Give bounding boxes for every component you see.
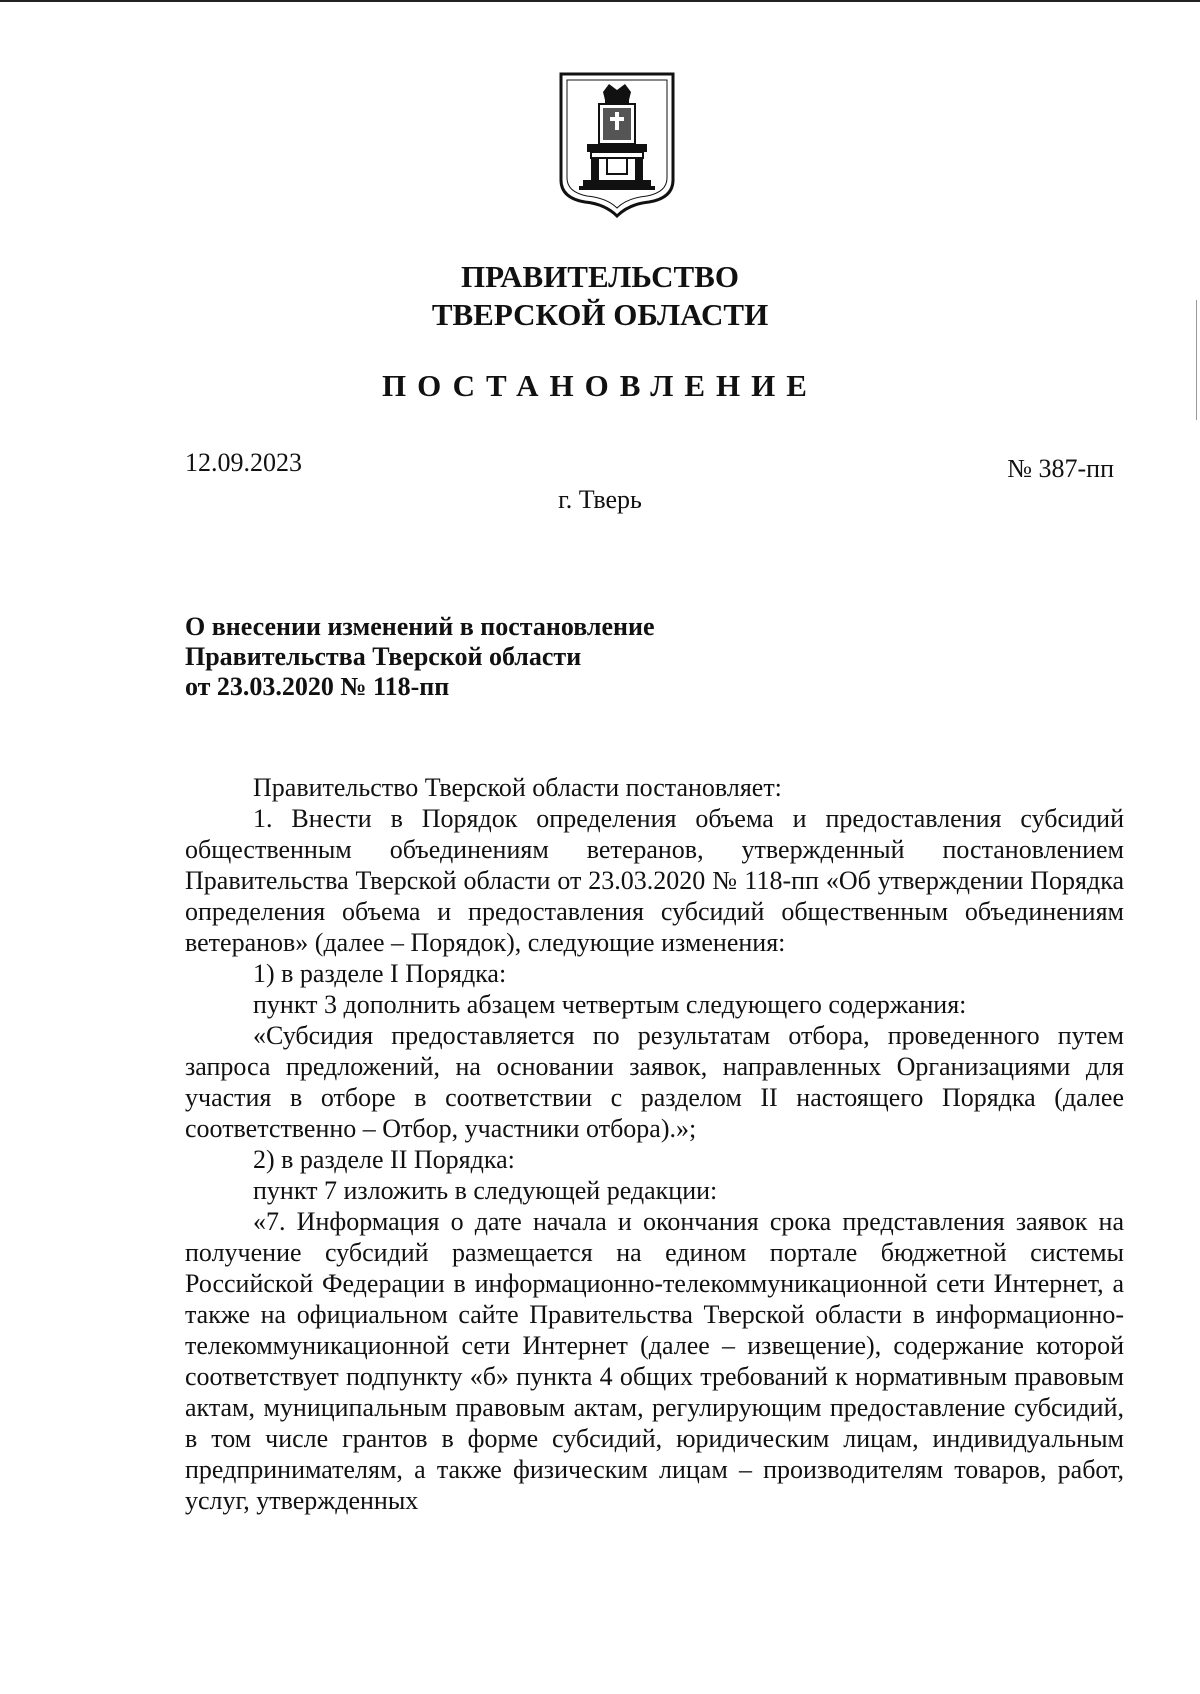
org-name-line1: ПРАВИТЕЛЬСТВО [461, 259, 739, 294]
subject-line1: О внесении изменений в постановление [185, 612, 655, 641]
document-number: № 387-пп [1007, 454, 1114, 483]
org-name-line2: ТВЕРСКОЙ ОБЛАСТИ [431, 297, 769, 332]
body-paragraph-clause-3: пункт 3 дополнить абзацем четвертым следующего содержания: [253, 990, 967, 1019]
body-paragraph-clause-7: пункт 7 изложить в следующей редакции: [253, 1176, 718, 1205]
body-paragraph-quote-2: «7. Информация о дате начала и окончания срока представления заявок на получение субсидий размещается на едином портале бюджетной системы Российской Федерации в информационно-телекоммуникационной сети Интернет, а также на официальном сайте Правительства Тверской области в информационно-телекоммуникационной сети Интернет (далее – извещение), содержание которой соответствует подпункту «б» пункта 4 общих требований к нормативным правовым актам, муниципальным правовым актам, регулирующим предоставление субсидий, в том числе грантов в форме субсидий, юридическим лицам, индивидуальным предпринимателям, а также физическим лицам – производителям товаров, работ, услуг, утвержденных [185, 1207, 1124, 1515]
body-paragraph-quote-1: «Субсидия предоставляется по результатам отбора, проведенного путем запроса предложений, на основании заявок, направленных Организациями для участия в отборе в соответствии с разделом II настоящего Порядка (далее соответственно – Отбор, участники отбора).»; [185, 1021, 1124, 1143]
document-type: ПОСТАНОВЛЕНИЕ [382, 368, 818, 403]
scan-top-edge [0, 0, 1200, 2]
subject-line3: от 23.03.2020 № 118-пп [185, 672, 450, 701]
document-subject [185, 612, 655, 702]
body-paragraph-preamble: Правительство Тверской области постановляет: [253, 773, 782, 802]
document-body [185, 772, 1124, 1516]
subject-line2: Правительства Тверской области [185, 642, 582, 671]
body-paragraph-subitem-1: 1) в разделе I Порядка: [253, 959, 507, 988]
body-paragraph-item-1: 1. Внести в Порядок определения объема и предоставления субсидий общественным объединениям ветеранов, утвержденный постановлением Правительства Тверской области от 23.03.2020 № 118-пп «Об утверждении Порядка определения объема и предоставления субсидий общественным объединениям ветеранов» (далее – Порядок), следующие изменения: [185, 804, 1124, 957]
document-date: 12.09.2023 [185, 448, 302, 477]
body-paragraph-subitem-2: 2) в разделе II Порядка: [253, 1145, 515, 1174]
coat-of-arms-icon [557, 70, 677, 220]
document-city: г. Тверь [558, 485, 642, 514]
